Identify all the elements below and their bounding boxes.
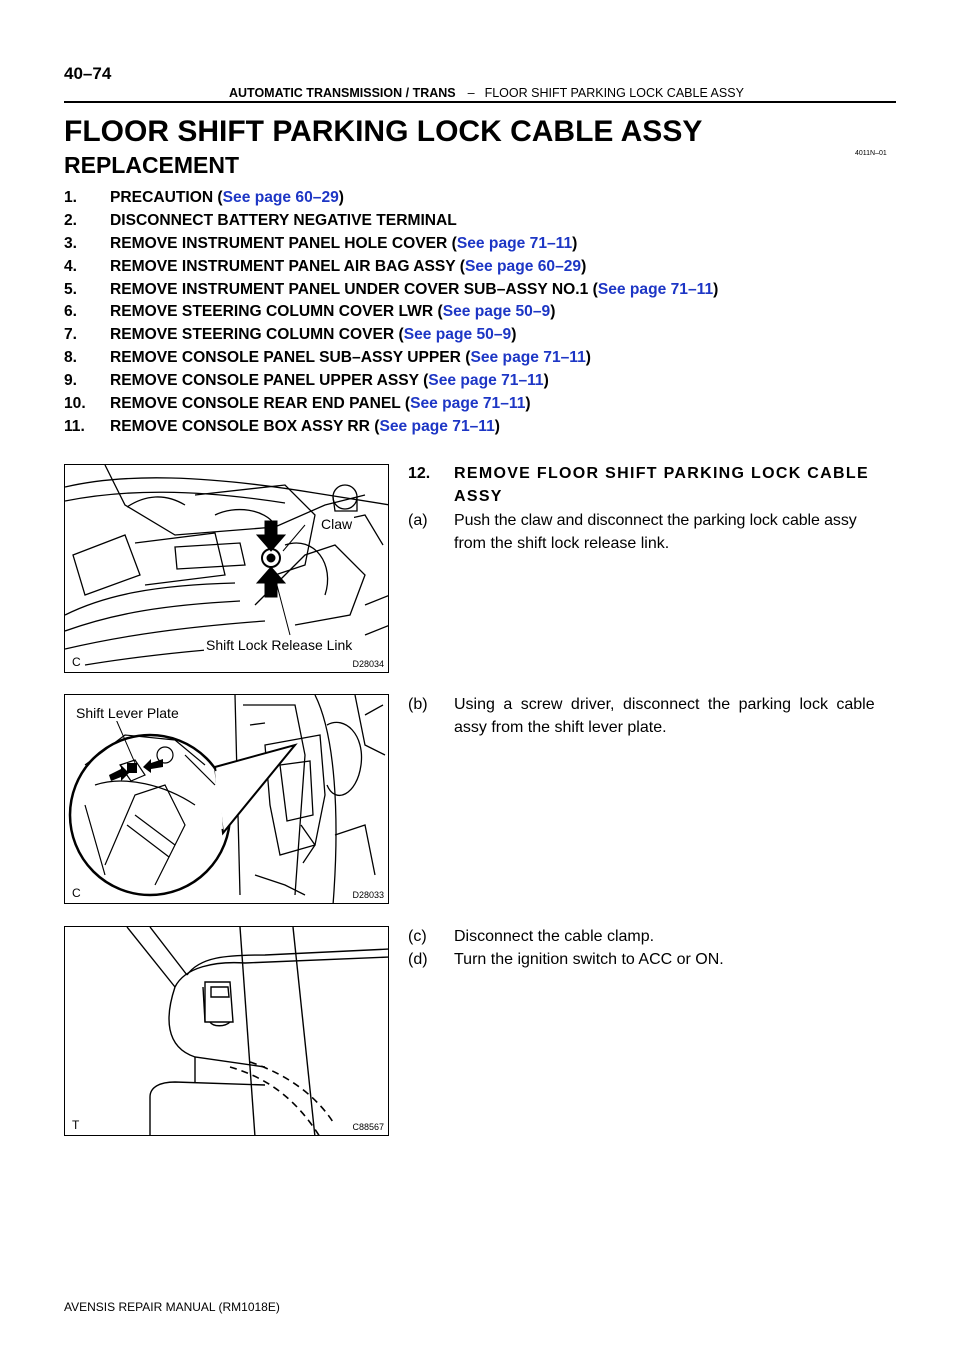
figure-code: C88567 [352,1122,384,1132]
substep-cd-block [408,925,896,971]
header-separator: – [467,86,475,100]
page-subtitle: REPLACEMENT [64,152,240,178]
step-item: 11. REMOVE CONSOLE BOX ASSY RR (See page 71–11) [64,417,500,435]
step-12-title: 12. REMOVE FLOOR SHIFT PARKING LOCK CABLE ASSY [408,465,869,505]
page-link[interactable]: See page 71–11 [410,395,526,413]
step-item: 8. REMOVE CONSOLE PANEL SUB–ASSY UPPER (See page 71–11) [64,349,591,367]
page-link[interactable]: See page 71–11 [379,417,495,435]
step-item: 7. REMOVE STEERING COLUMN COVER (See page 50–9) [64,326,517,344]
page-link[interactable]: See page 71–11 [456,234,573,252]
figure-cable-clamp [64,926,389,1136]
page-link[interactable]: See page 60–29 [222,189,339,206]
steps-list [64,187,718,439]
substep-a: (a) Push the claw and disconnect the parking lock cable assy from the shift lock release link. [408,512,857,552]
substep-b: (b) Using a screw driver, disconnect the parking lock cable assy from the shift lever plate. [408,696,875,736]
step-item: 3. REMOVE INSTRUMENT PANEL HOLE COVER (See page 71–11) [64,234,578,252]
illustration-cable-clamp [65,927,389,1136]
header-section: AUTOMATIC TRANSMISSION / TRANS [229,86,456,100]
step-item: 10. REMOVE CONSOLE REAR END PANEL (See page 71–11) [64,395,531,413]
step-item: 6. REMOVE STEERING COLUMN COVER LWR (See page 50–9) [64,303,556,321]
document-code: 4011N–01 [855,150,887,157]
page-link[interactable]: See page 50–9 [403,326,512,344]
step-12-block [408,462,896,555]
label-shift-lock-release-link: Shift Lock Release Link [206,637,353,653]
page-link[interactable]: See page 50–9 [442,303,551,321]
page-link[interactable]: See page 71–11 [428,372,544,390]
substep-b-block [408,693,896,739]
header-rule [64,101,896,103]
figure-claw-release [64,464,389,673]
step-item: 1. PRECAUTION (See page 60–29) [64,189,344,206]
figure-code: D28034 [352,659,384,669]
figure-letter: T [72,1118,80,1132]
page-link[interactable]: See page 71–11 [597,280,714,298]
header-topic: FLOOR SHIFT PARKING LOCK CABLE ASSY [484,86,744,100]
label-claw: Claw [321,516,353,532]
illustration-shift-lever [65,695,389,904]
page-link[interactable]: See page 60–29 [464,257,582,275]
figure-letter: C [72,886,81,900]
running-header [229,86,744,100]
page-link[interactable]: See page 71–11 [470,349,586,367]
step-item: 5. REMOVE INSTRUMENT PANEL UNDER COVER SUB–ASSY NO.1 (See page 71–11) [64,280,719,298]
figure-shift-lever-plate [64,694,389,904]
substep-d: (d) Turn the ignition switch to ACC or ON. [408,951,724,968]
step-item: 2. DISCONNECT BATTERY NEGATIVE TERMINAL [64,211,457,229]
step-item: 4. REMOVE INSTRUMENT PANEL AIR BAG ASSY (See page 60–29) [64,257,587,275]
footer: AVENSIS REPAIR MANUAL (RM1018E) [64,1300,280,1314]
figure-letter: C [72,655,81,669]
page-number: 40–74 [64,64,112,83]
step-item: 9. REMOVE CONSOLE PANEL UPPER ASSY (See page 71–11) [64,372,549,390]
substep-c: (c) Disconnect the cable clamp. [408,928,655,945]
figure-code: D28033 [352,890,384,900]
label-shift-lever-plate: Shift Lever Plate [76,705,179,721]
page-title: FLOOR SHIFT PARKING LOCK CABLE ASSY [64,115,703,148]
